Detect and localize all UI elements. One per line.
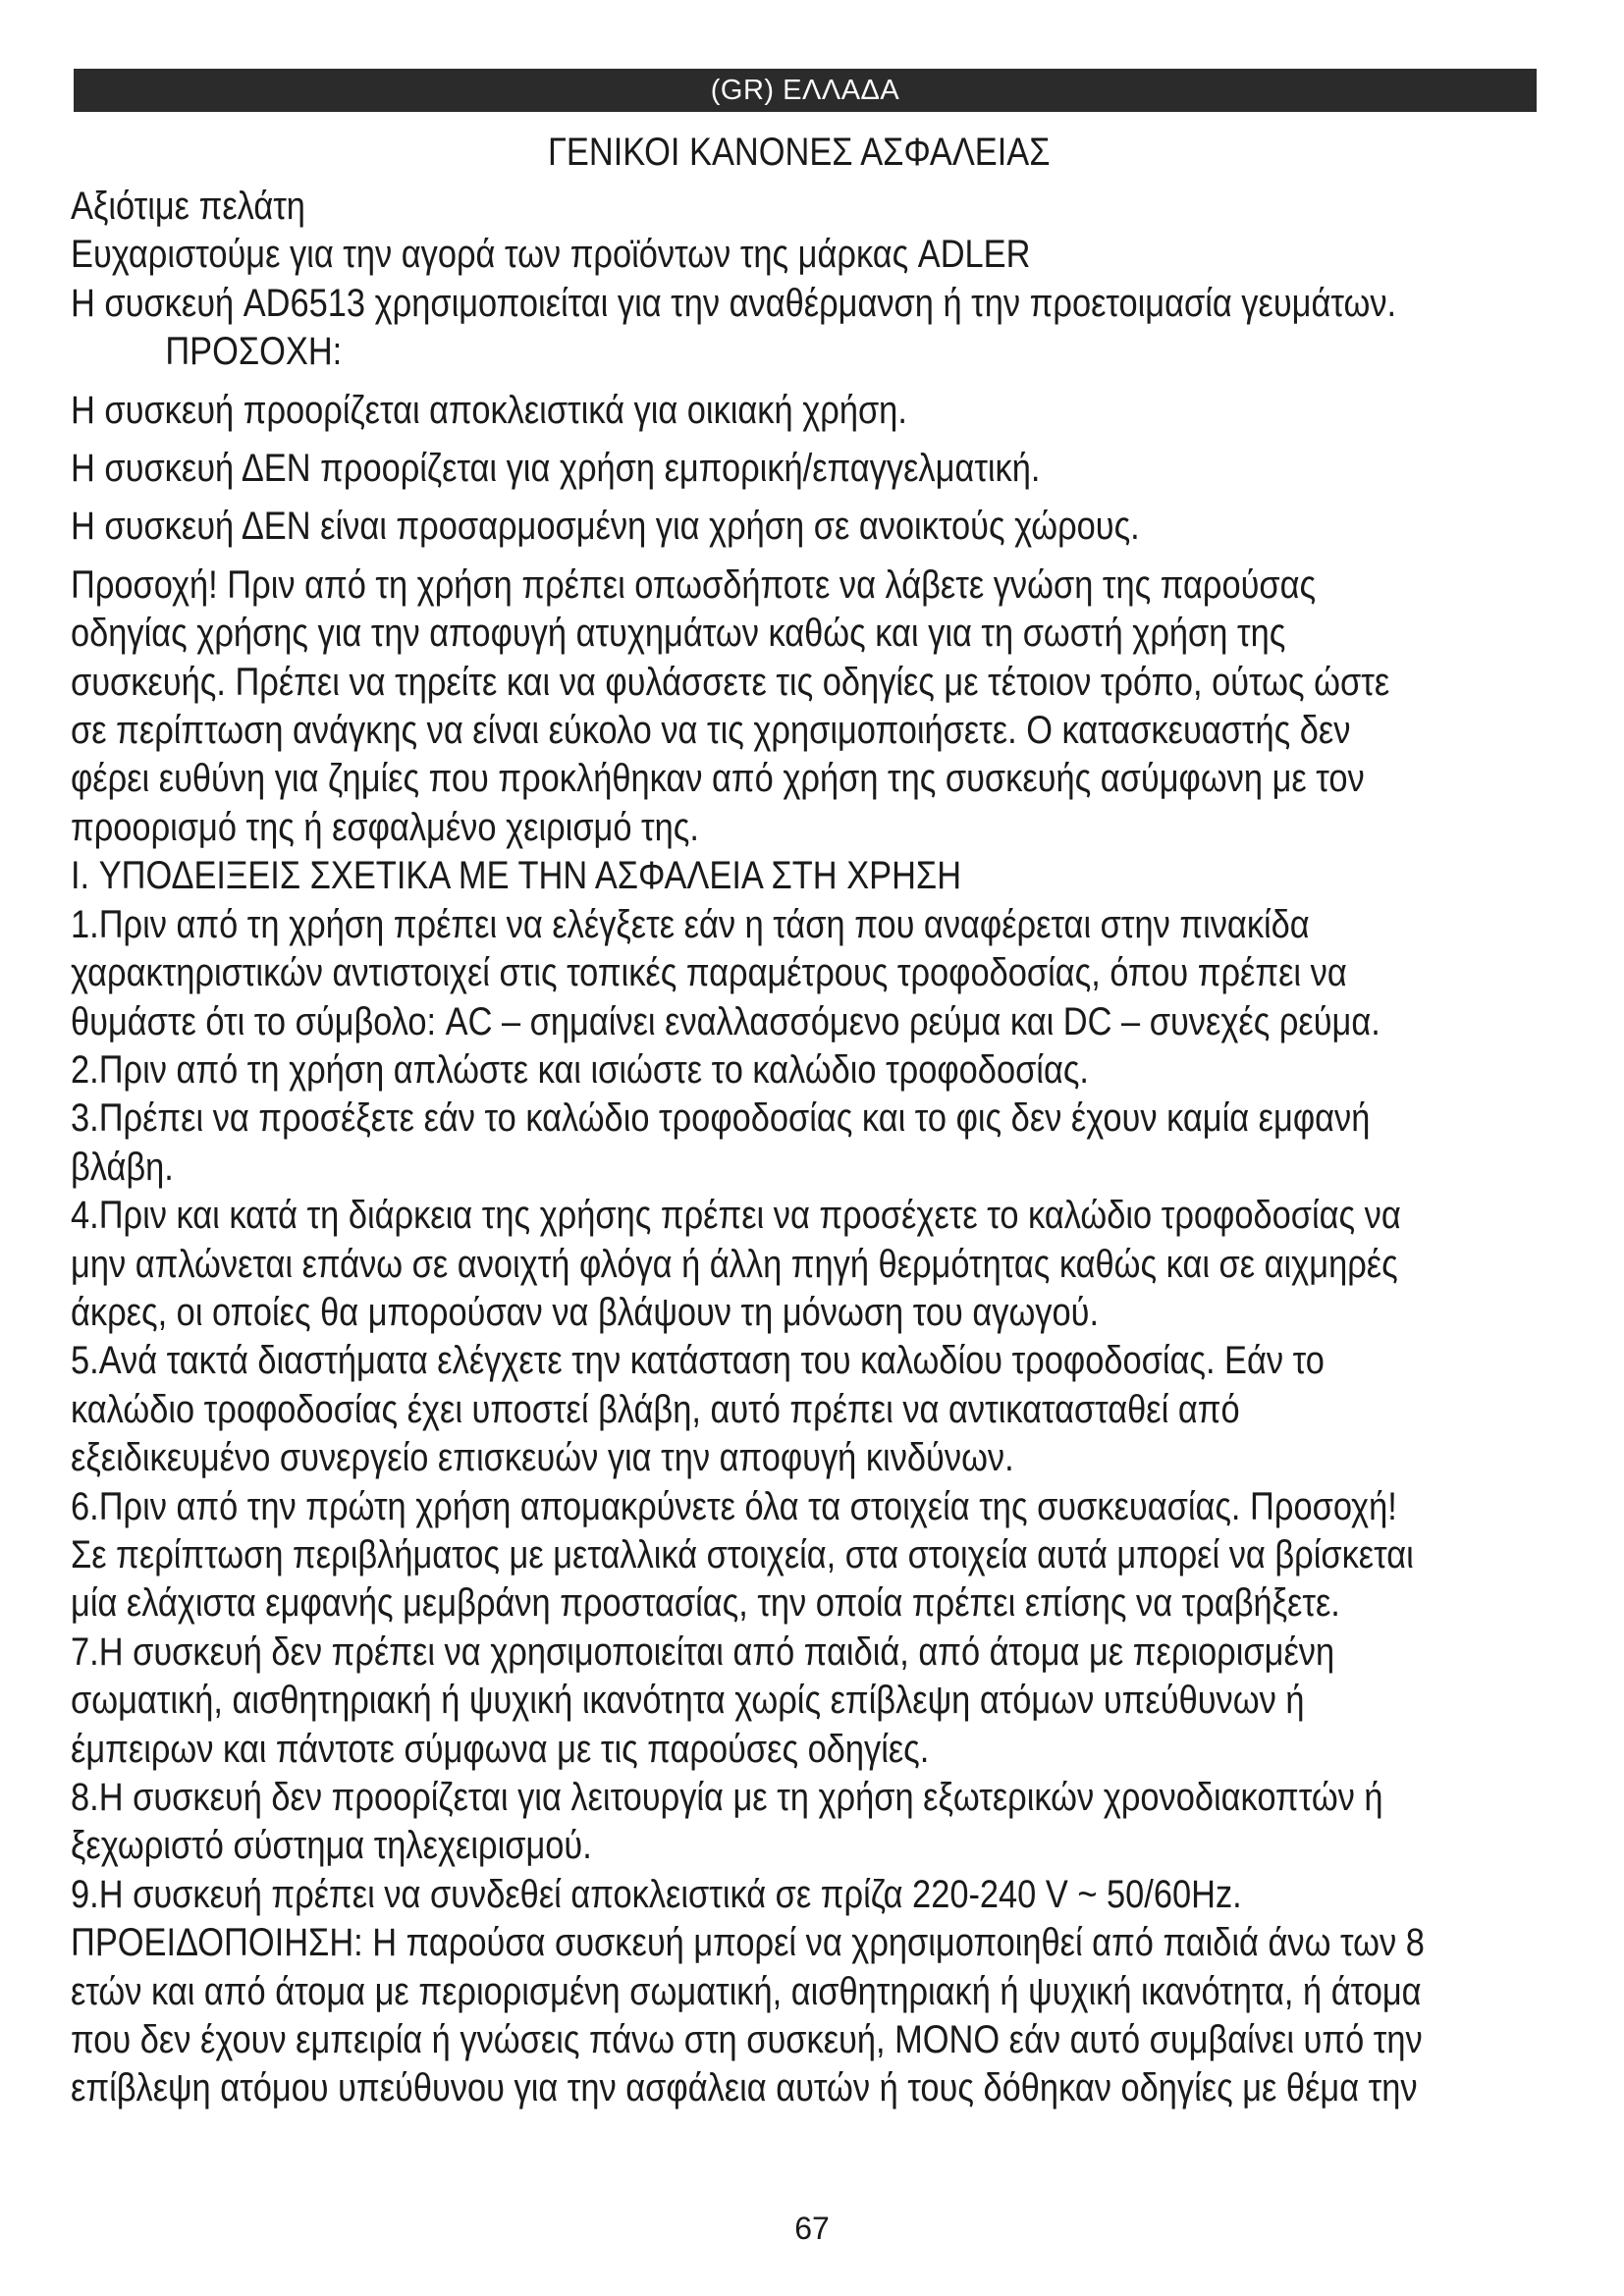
safety-item-line: σωματική, αισθητηριακή ή ψυχική ικανότητα χωρίς επίβλεψη ατόμων υπεύθυνων ή (71, 1679, 1305, 1723)
safety-item-line: 7.Η συσκευή δεν πρέπει να χρησιμοποιείται από παιδιά, από άτομα με περιορισμένη (71, 1629, 1335, 1674)
body-text-line: προορισμό της ή εσφαλμένο χειρισμό της. (71, 805, 699, 849)
warning-line: ΠΡΟΕΙΔΟΠΟΙΗΣΗ: Η παρούσα συσκευή μπορεί να χρησιμοποιηθεί από παιδιά άνω των 8 (71, 1921, 1425, 1965)
safety-item-line: θυμάστε ότι το σύμβολο: AC – σημαίνει εναλλασσόμενο ρεύμα και DC – συνεχές ρεύμα. (71, 999, 1380, 1043)
safety-item-line: 4.Πριν και κατά τη διάρκεια της χρήσης πρέπει να προσέχετε το καλώδιο τροφοδοσίας να (71, 1194, 1401, 1238)
page-number: 67 (794, 2211, 830, 2246)
body-text-line: φέρει ευθύνη για ζημίες που προκλήθηκαν από χρήση της συσκευής ασύμφωνη με τον (71, 757, 1365, 801)
no-outdoor-use-line: Η συσκευή ΔΕΝ είναι προσαρμοσμένη για χρήση σε ανοικτούς χώρους. (71, 505, 1140, 549)
body-text-line: συσκευής. Πρέπει να τηρείτε και να φυλάσσετε τις οδηγίες με τέτοιον τρόπο, ούτως ώστε (71, 660, 1390, 704)
safety-item-line: βλάβη. (71, 1145, 174, 1189)
thank-you-line: Ευχαριστούμε για την αγορά των προϊόντων της μάρκας ADLER (71, 233, 1031, 277)
safety-item-line: καλώδιο τροφοδοσίας έχει υποστεί βλάβη, αυτό πρέπει να αντικατασταθεί από (71, 1387, 1240, 1431)
safety-item-line: 8.Η συσκευή δεν προορίζεται για λειτουργία με τη χρήση εξωτερικών χρονοδιακοπτών ή (71, 1776, 1383, 1819)
section-heading: I. ΥΠΟΔΕΙΞΕΙΣ ΣΧΕΤΙΚΑ ΜΕ ΤΗΝ ΑΣΦΑΛΕΙΑ ΣΤΗ ΧΡΗΣΗ (71, 854, 962, 898)
no-commercial-use-line: Η συσκευή ΔΕΝ προορίζεται για χρήση εμπορική/επαγγελματική. (71, 447, 1041, 491)
body-text-line: σε περίπτωση ανάγκης να είναι εύκολο να τις χρησιμοποιήσετε. Ο κατασκευαστής δεν (71, 709, 1351, 753)
safety-item-line: 2.Πριν από τη χρήση απλώστε και ισιώστε το καλώδιο τροφοδοσίας. (71, 1047, 1089, 1092)
caution-label: ΠΡΟΣΟΧΗ: (165, 330, 343, 374)
warning-line: επίβλεψη ατόμου υπεύθυνου για την ασφάλεια αυτών ή τους δόθηκαν οδηγίες με θέμα την (71, 2066, 1418, 2110)
safety-item-line: Σε περίπτωση περιβλήματος με μεταλλικά στοιχεία, στα στοιχεία αυτά μπορεί να βρίσκεται (71, 1532, 1414, 1576)
document-body (71, 116, 1425, 2113)
warning-line: ετών και από άτομα με περιορισμένη σωματική, αισθητηριακή ή ψυχική ικανότητα, ή άτομα (71, 1969, 1422, 2013)
safety-item-line: χαρακτηριστικών αντιστοιχεί στις τοπικές παραμέτρους τροφοδοσίας, όπου πρέπει να (71, 951, 1347, 995)
safety-item-line: 9.Η συσκευή πρέπει να συνδεθεί αποκλειστικά σε πρίζα 220-240 V ~ 50/60Hz. (71, 1872, 1242, 1916)
safety-item-line: έμπειρων και πάντοτε σύμφωνα με τις παρούσες οδηγίες. (71, 1727, 930, 1771)
safety-item-line: 3.Πρέπει να προσέξετε εάν το καλώδιο τροφοδοσίας και το φις δεν έχουν καμία εμφανή (71, 1096, 1371, 1141)
body-text-line: Προσοχή! Πριν από τη χρήση πρέπει οπωσδήποτε να λάβετε γνώση της παρούσας (71, 562, 1317, 607)
safety-item-line: 6.Πριν από την πρώτη χρήση απομακρύνετε όλα τα στοιχεία της συσκευασίας. Προσοχή! (71, 1484, 1397, 1528)
household-use-line: Η συσκευή προορίζεται αποκλειστικά για οικιακή χρήση. (71, 388, 907, 432)
safety-item-line: ξεχωριστό σύστημα τηλεχειρισμού. (71, 1824, 592, 1868)
safety-item-line: μία ελάχιστα εμφανής μεμβράνη προστασίας, την οποία πρέπει επίσης να τραβήξετε. (71, 1581, 1340, 1626)
safety-item-line: μην απλώνεται επάνω σε ανοιχτή φλόγα ή άλλη πηγή θερμότητας καθώς και σε αιχμηρές (71, 1242, 1398, 1286)
safety-item-line: άκρες, οι οποίες θα μπορούσαν να βλάψουν τη μόνωση του αγωγού. (71, 1290, 1100, 1334)
safety-item-line: 5.Ανά τακτά διαστήματα ελέγχετε την κατάσταση του καλωδίου τροφοδοσίας. Εάν το (71, 1339, 1325, 1383)
language-bar: (GR) ΕΛΛΑΔΑ (74, 69, 1537, 112)
safety-item-line: εξειδικευμένο συνεργείο επισκευών για την αποφυγή κινδύνων. (71, 1436, 1014, 1480)
warning-line: που δεν έχουν εμπειρία ή γνώσεις πάνω στη συσκευή, ΜΟΝΟ εάν αυτό συμβαίνει υπό την (71, 2018, 1423, 2062)
page-title: ΓΕΝΙΚΟΙ ΚΑΝΟΝΕΣ ΑΣΦΑΛΕΙΑΣ (547, 131, 1051, 174)
greeting-line: Αξιότιμε πελάτη (71, 185, 305, 228)
body-text-line: οδηγίας χρήσης για την αποφυγή ατυχημάτων καθώς και για τη σωστή χρήση της (71, 612, 1286, 656)
safety-item-line: 1.Πριν από τη χρήση πρέπει να ελέγξετε εάν η τάση που αναφέρεται στην πινακίδα (71, 902, 1310, 946)
device-purpose-line: Η συσκευή AD6513 χρησιμοποιείται για την αναθέρμανση ή την προετοιμασία γευμάτων. (71, 281, 1397, 325)
